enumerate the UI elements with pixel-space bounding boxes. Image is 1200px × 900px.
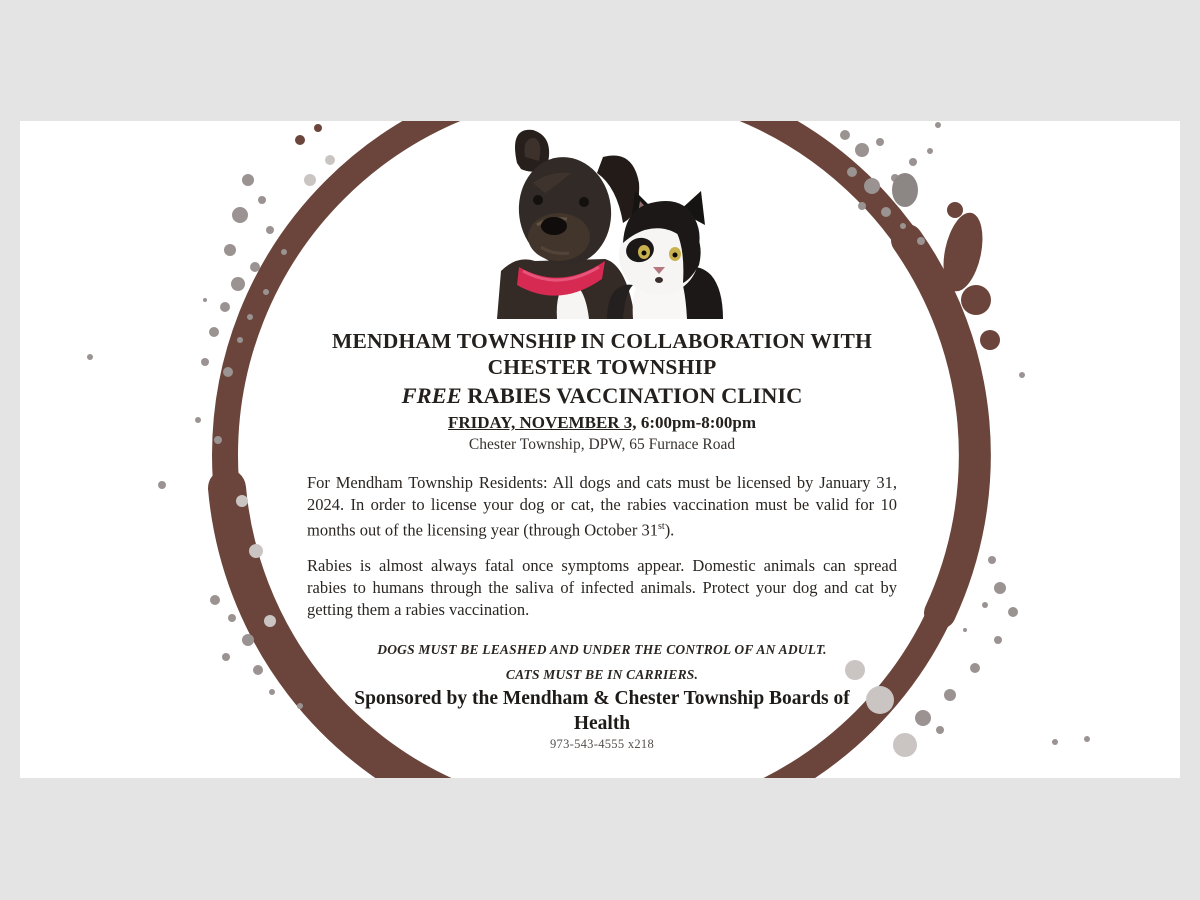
paragraph-rabies-info: Rabies is almost always fatal once symptoms appear. Domestic animals can spread rabies to humans through the saliva of infected animals. Protect your dog and cat by getting them a rabies vaccination. xyxy=(307,556,897,619)
sponsor-line xyxy=(307,686,897,736)
heading-line-1: MENDHAM TOWNSHIP IN COLLABORATION WITH xyxy=(331,329,872,353)
date-underlined: FRIDAY, NOVEMBER 3, xyxy=(447,413,637,432)
location-line: Chester Township, DPW, 65 Furnace Road xyxy=(468,436,736,453)
clinic-heading-rest: RABIES VACCINATION CLINIC xyxy=(461,383,803,408)
paragraph-residents-text: For Mendham Township Residents: All dogs and cats must be licensed by January 31, 2024. In order to license your dog or cat, the rabies vaccination must be valid for 10 months out of the licensing year (through October 31 xyxy=(307,473,897,540)
notice-cats: CATS MUST BE IN CARRIERS. xyxy=(505,667,699,682)
rabies-clinic-flyer xyxy=(20,121,1180,778)
date-line xyxy=(307,412,897,433)
paragraph-residents xyxy=(307,472,897,541)
ordinal-superscript: st xyxy=(658,520,665,532)
free-word: FREE xyxy=(401,383,462,408)
paragraph-residents-close: ). xyxy=(664,520,675,540)
phone-number: 973-543-4555 x218 xyxy=(549,737,655,751)
clinic-heading xyxy=(307,382,897,409)
heading-line-2: CHESTER TOWNSHIP xyxy=(487,355,717,379)
sponsor-line-2: Health xyxy=(573,713,631,734)
puppy-and-kitten-photo xyxy=(437,121,767,319)
date-time: 6:00pm-8:00pm xyxy=(636,413,757,432)
sponsor-line-1: Sponsored by the Mendham & Chester Township Boards of xyxy=(354,688,850,709)
notice-dogs: DOGS MUST BE LEASHED AND UNDER THE CONTROL OF AN ADULT. xyxy=(377,642,827,657)
main-heading xyxy=(307,328,897,380)
